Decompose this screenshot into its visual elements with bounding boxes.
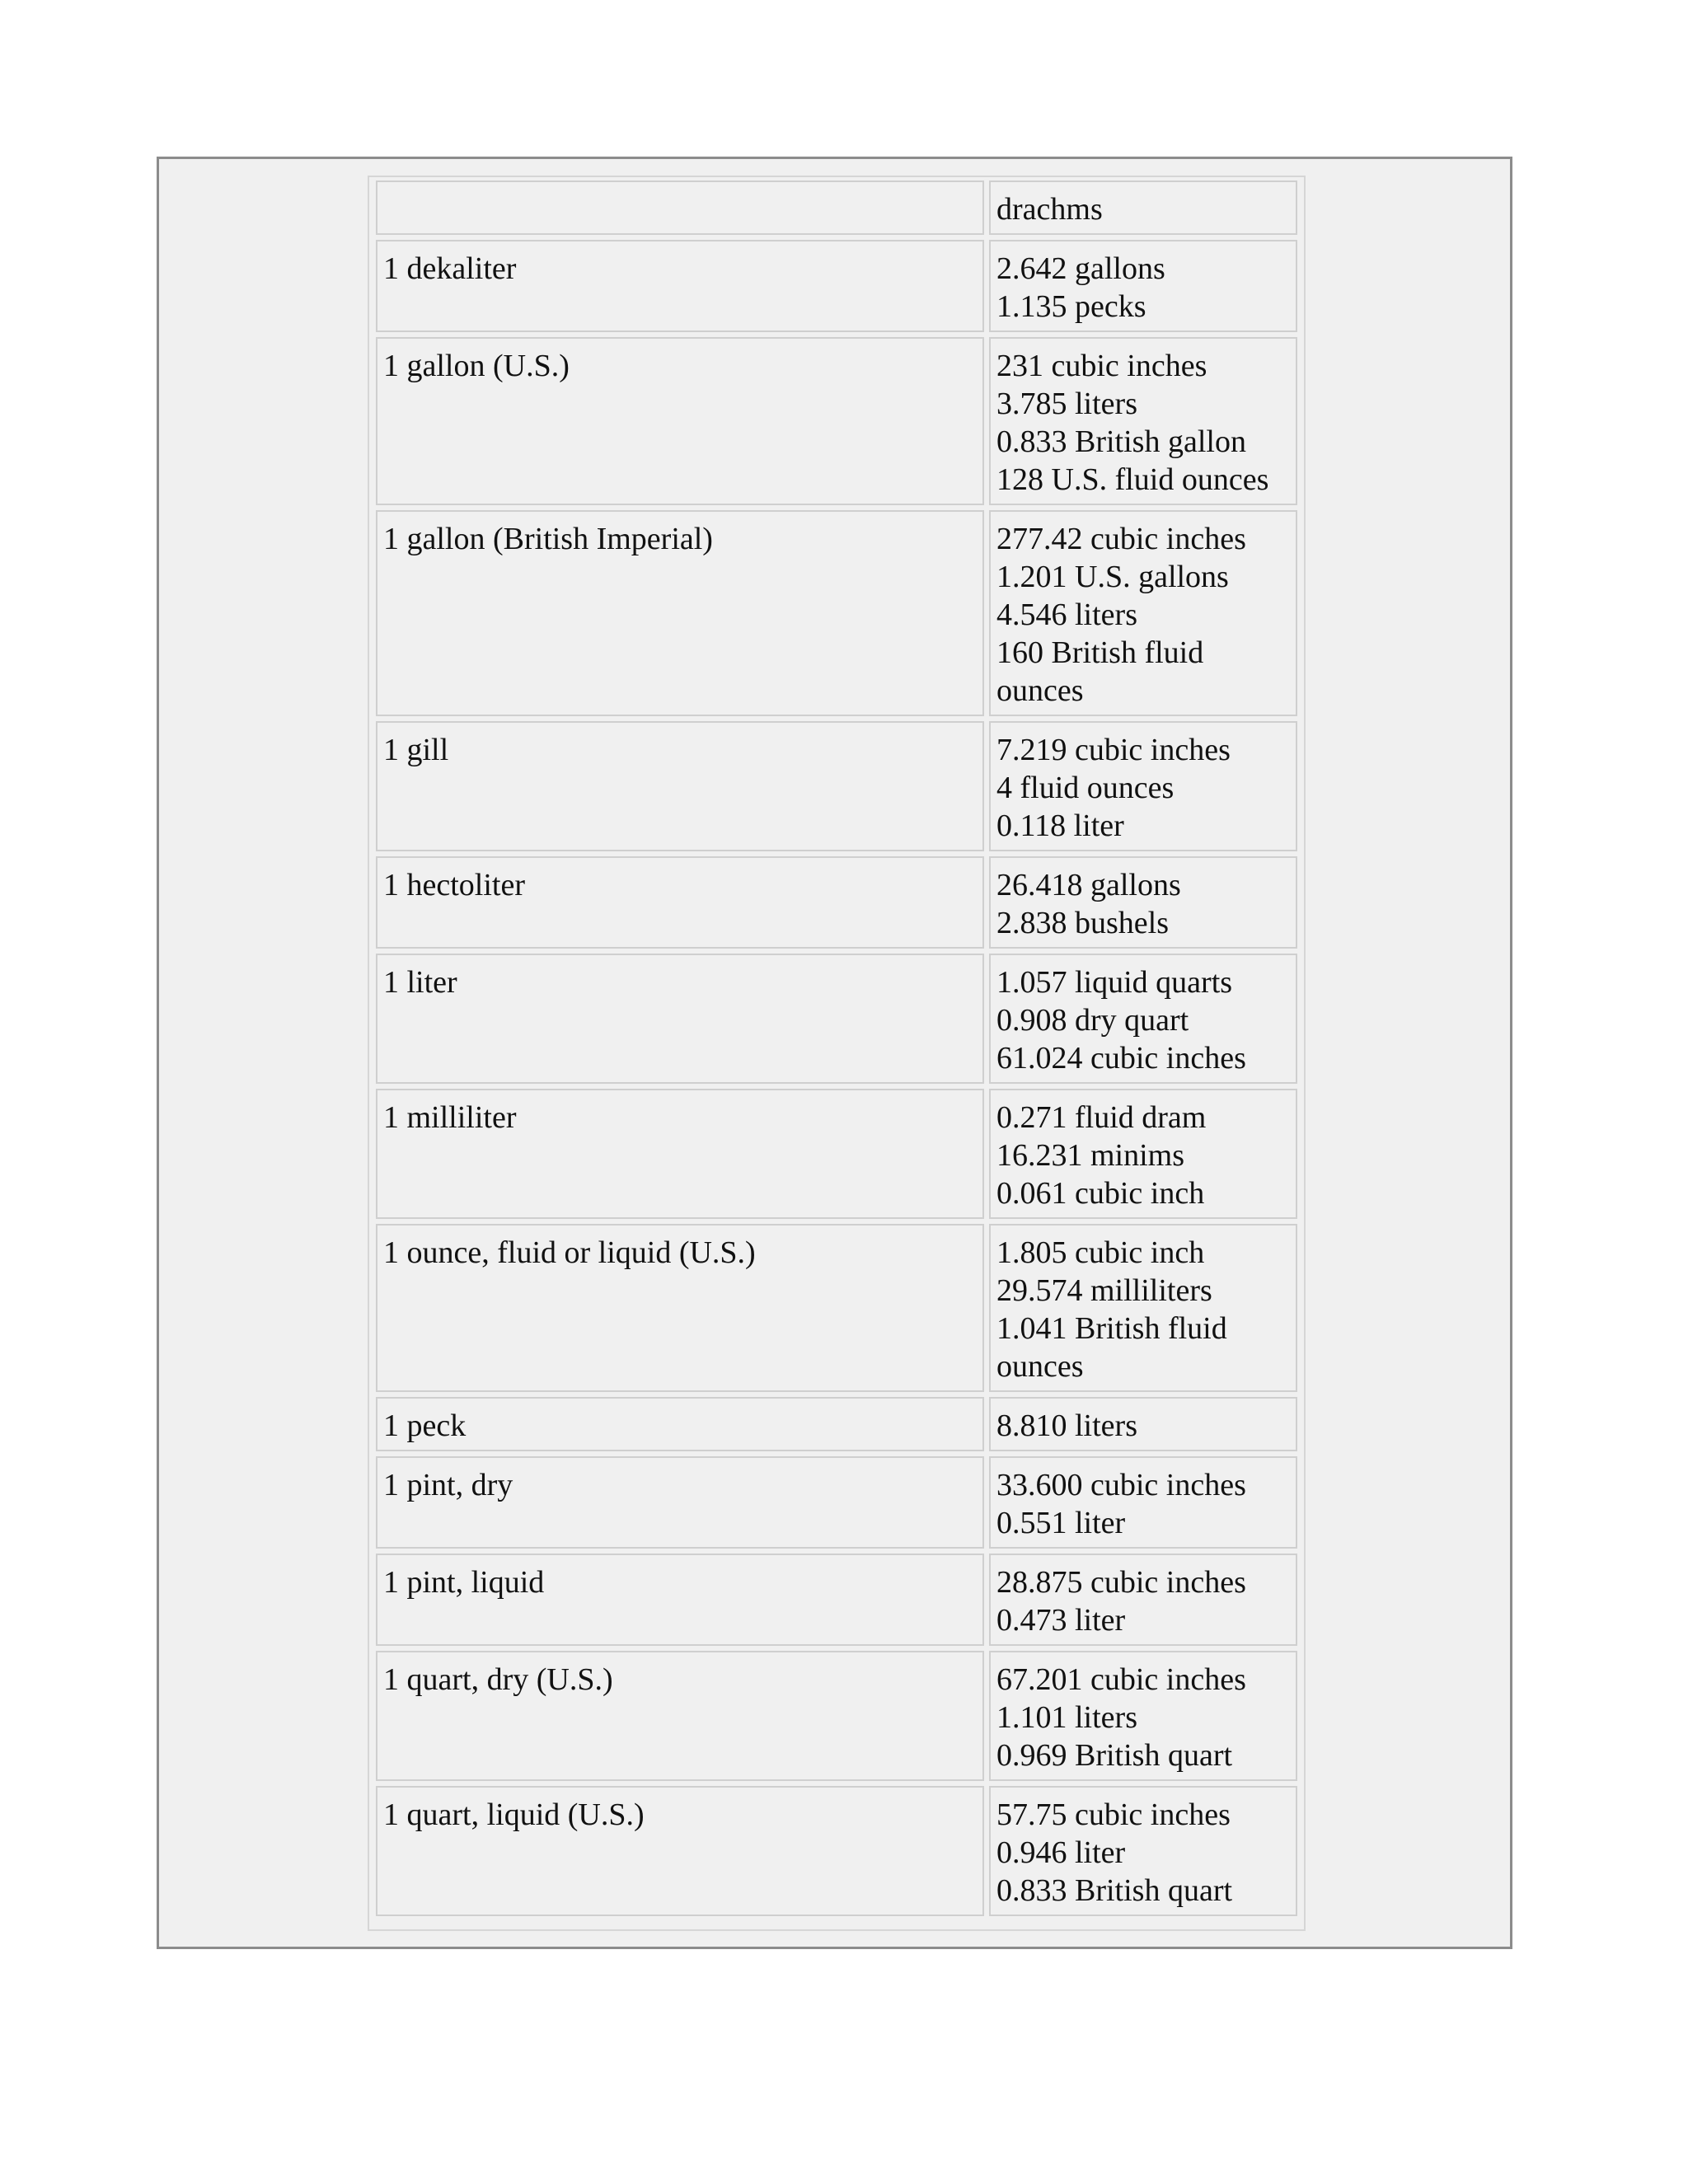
table-row <box>376 337 1297 505</box>
equivalent-line: 231 cubic inches <box>996 349 1207 383</box>
table-row <box>376 954 1297 1084</box>
table-row <box>376 1651 1297 1781</box>
equivalent-line: 0.551 liter <box>996 1506 1126 1540</box>
table-row <box>376 1397 1297 1451</box>
unit-cell: 1 dekaliter <box>376 240 984 332</box>
equivalents-cell <box>989 1089 1297 1219</box>
table-row <box>376 240 1297 332</box>
equivalent-line: 160 British fluid <box>996 635 1204 670</box>
equivalent-line: 57.75 cubic inches <box>996 1797 1231 1832</box>
equivalent-line: 1.135 pecks <box>996 289 1146 324</box>
unit-cell: 1 gallon (U.S.) <box>376 337 984 505</box>
equivalent-line: 16.231 minims <box>996 1138 1185 1173</box>
equivalent-line: 26.418 gallons <box>996 868 1181 902</box>
unit-cell: 1 pint, dry <box>376 1456 984 1549</box>
equivalent-line: 4 fluid ounces <box>996 771 1175 805</box>
equivalent-line: 1.201 U.S. gallons <box>996 560 1229 594</box>
table-row <box>376 510 1297 716</box>
equivalent-line: 3.785 liters <box>996 387 1137 421</box>
unit-cell: 1 liter <box>376 954 984 1084</box>
equivalent-line: 1.805 cubic inch <box>996 1235 1205 1270</box>
equivalent-line: 1.041 British fluid <box>996 1311 1227 1346</box>
unit-cell: 1 peck <box>376 1397 984 1451</box>
table-row <box>376 721 1297 851</box>
equivalent-line: 1.057 liquid quarts <box>996 965 1233 1000</box>
table-row <box>376 1089 1297 1219</box>
conversion-table-body <box>376 180 1297 1916</box>
equivalents-cell <box>989 1397 1297 1451</box>
table-row <box>376 1786 1297 1916</box>
equivalents-cell <box>989 856 1297 949</box>
equivalent-line: 67.201 cubic inches <box>996 1662 1246 1697</box>
equivalents-cell <box>989 240 1297 332</box>
equivalents-cell <box>989 337 1297 505</box>
unit-cell: 1 pint, liquid <box>376 1554 984 1646</box>
equivalent-line: 1.101 liters <box>996 1700 1137 1735</box>
unit-cell: 1 quart, dry (U.S.) <box>376 1651 984 1781</box>
conversion-table-container <box>368 176 1306 1931</box>
equivalents-cell <box>989 721 1297 851</box>
equivalent-line: 277.42 cubic inches <box>996 522 1246 556</box>
equivalents-cell <box>989 1651 1297 1781</box>
unit-cell: 1 hectoliter <box>376 856 984 949</box>
conversion-table <box>371 176 1302 1921</box>
equivalent-line: 0.118 liter <box>996 808 1124 843</box>
table-row <box>376 1554 1297 1646</box>
table-row <box>376 856 1297 949</box>
equivalent-line: 33.600 cubic inches <box>996 1468 1246 1502</box>
equivalent-line: 2.838 bushels <box>996 906 1169 940</box>
equivalents-cell <box>989 1554 1297 1646</box>
table-row <box>376 180 1297 235</box>
equivalent-line: 0.061 cubic inch <box>996 1176 1205 1211</box>
equivalents-cell <box>989 1456 1297 1549</box>
equivalent-line: 7.219 cubic inches <box>996 733 1231 767</box>
unit-cell: 1 ounce, fluid or liquid (U.S.) <box>376 1224 984 1392</box>
equivalent-line: 29.574 milliliters <box>996 1273 1212 1308</box>
equivalent-line: 2.642 gallons <box>996 251 1165 286</box>
equivalent-line: 0.833 British quart <box>996 1873 1233 1908</box>
equivalent-line: 0.271 fluid dram <box>996 1100 1207 1135</box>
table-row <box>376 1224 1297 1392</box>
equivalent-line: ounces <box>996 673 1084 708</box>
equivalent-line: 61.024 cubic inches <box>996 1041 1246 1076</box>
equivalent-line: 128 U.S. fluid ounces <box>996 462 1269 497</box>
equivalent-line: 0.908 dry quart <box>996 1003 1189 1038</box>
equivalent-line: 0.946 liter <box>996 1835 1126 1870</box>
equivalents-cell <box>989 180 1297 235</box>
equivalent-line: 0.969 British quart <box>996 1738 1233 1773</box>
equivalent-line: ounces <box>996 1349 1084 1384</box>
document-frame <box>157 157 1512 1949</box>
equivalent-line: drachms <box>996 192 1103 227</box>
unit-cell: 1 milliliter <box>376 1089 984 1219</box>
equivalents-cell <box>989 954 1297 1084</box>
unit-cell: 1 quart, liquid (U.S.) <box>376 1786 984 1916</box>
equivalent-line: 0.473 liter <box>996 1603 1126 1638</box>
equivalents-cell <box>989 510 1297 716</box>
equivalents-cell <box>989 1786 1297 1916</box>
unit-cell: 1 gallon (British Imperial) <box>376 510 984 716</box>
equivalent-line: 8.810 liters <box>996 1408 1137 1443</box>
unit-cell: 1 gill <box>376 721 984 851</box>
equivalent-line: 4.546 liters <box>996 598 1137 632</box>
table-row <box>376 1456 1297 1549</box>
equivalent-line: 0.833 British gallon <box>996 424 1246 459</box>
unit-cell <box>376 180 984 235</box>
equivalent-line: 28.875 cubic inches <box>996 1565 1246 1600</box>
equivalents-cell <box>989 1224 1297 1392</box>
